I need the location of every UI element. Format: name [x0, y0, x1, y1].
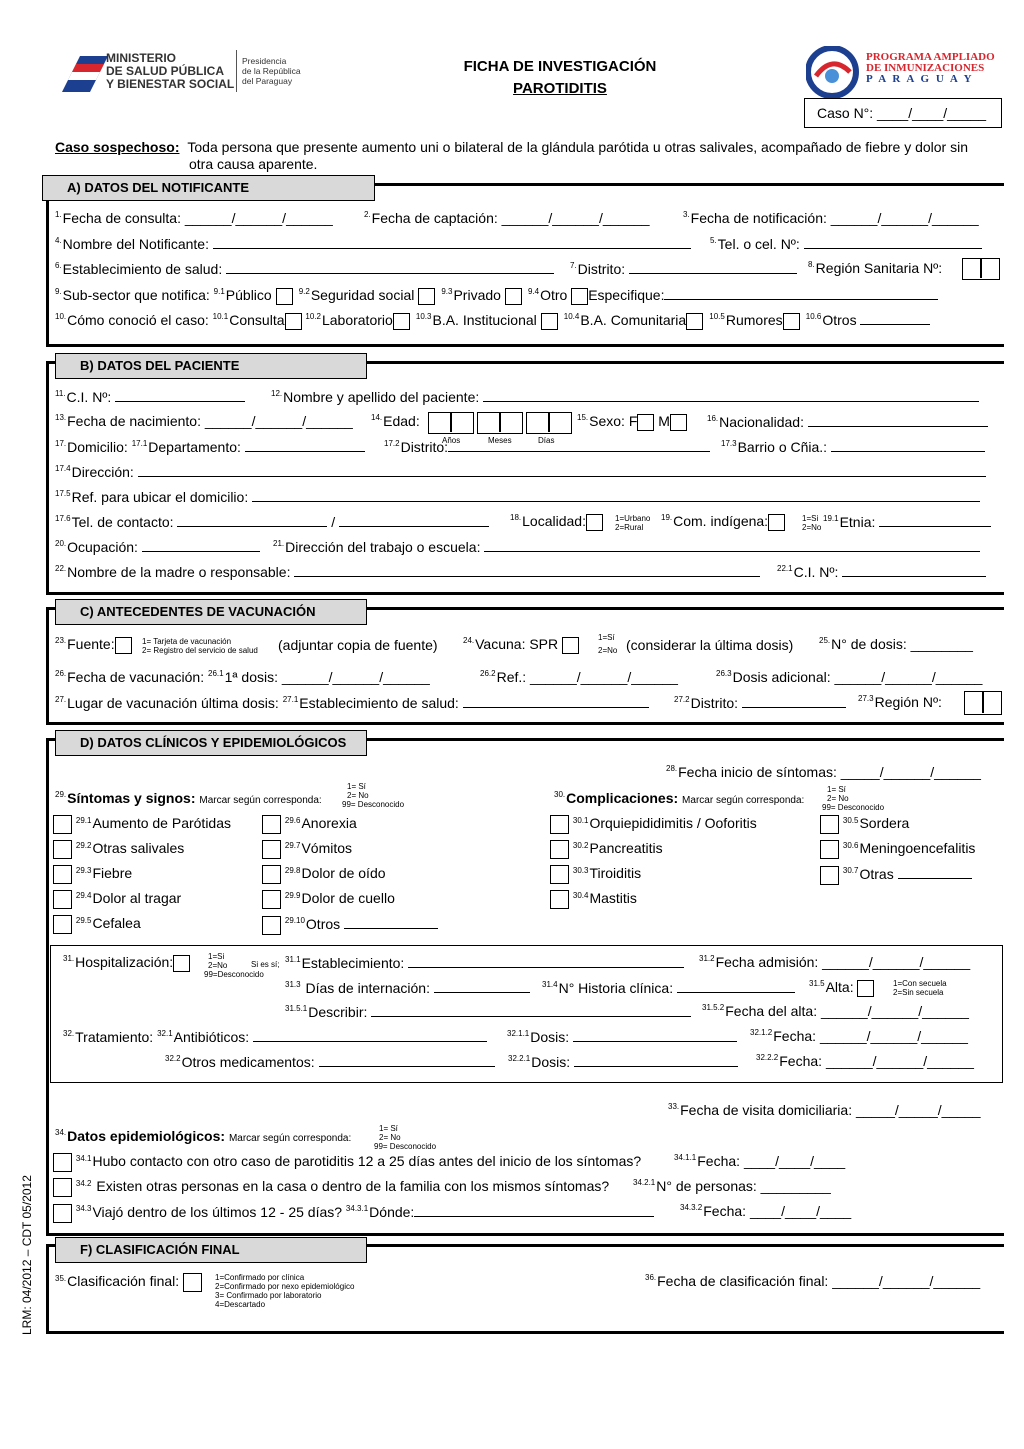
b-district-field[interactable]	[448, 438, 710, 452]
capture-date-field[interactable]: Fecha de captación: ______/______/______	[371, 210, 650, 226]
patient-name-label: Nombre y apellido del paciente:	[283, 389, 480, 405]
contact-case-checkbox[interactable]	[53, 1153, 72, 1172]
health-region-boxes[interactable]	[962, 258, 1000, 280]
form-version-label: LRM: 04/2012 – CDT 05/2012	[20, 1175, 34, 1335]
complication-checkbox[interactable]	[550, 890, 569, 909]
travel-date-field[interactable]: Fecha: ____/____/____	[703, 1203, 852, 1219]
symptom-onset-field[interactable]: Fecha inicio de síntomas: _____/______/______	[678, 764, 981, 780]
first-dose-field[interactable]: 1ª dosis: ______/______/______	[224, 669, 430, 685]
indigenous-opt-2: 2=No	[802, 523, 822, 532]
mother-name-field[interactable]	[294, 563, 760, 577]
ministry-line-2: DE SALUD PÚBLICA	[106, 64, 225, 78]
sex-male-label: M	[658, 413, 670, 429]
rumors-label: Rumores	[725, 312, 783, 328]
home-visit-date-field[interactable]: Fecha de visita domiciliaria: _____/_____/_____	[680, 1102, 981, 1118]
contact-date-field[interactable]: Fecha: ____/____/____	[697, 1153, 846, 1169]
vaccination-place-label: Lugar de vacunación última dosis:	[67, 695, 279, 711]
district-label: Distrito:	[577, 261, 626, 277]
dose-count-field[interactable]: N° de dosis: ________	[831, 636, 973, 652]
complication-checkbox[interactable]	[820, 815, 839, 834]
discharge-checkbox[interactable]	[857, 980, 874, 997]
mother-ci-field[interactable]	[842, 563, 986, 577]
section-b-title: B) DATOS DEL PACIENTE	[55, 353, 367, 379]
travel-where-label: Dónde:	[369, 1204, 415, 1220]
others-field[interactable]	[860, 311, 930, 325]
section-f-title: F) CLASIFICACIÓN FINAL	[55, 1237, 367, 1263]
indigenous-checkbox[interactable]	[768, 514, 785, 531]
other-meds-dose-field[interactable]	[574, 1053, 738, 1067]
epi-opt-2: 2= No	[379, 1133, 401, 1142]
symptom-number: 29.7	[284, 840, 301, 850]
age-months-label: Meses	[488, 436, 512, 445]
neighborhood-field[interactable]	[831, 438, 985, 452]
other-label: Otro	[540, 287, 568, 303]
other-meds-date-field[interactable]: Fecha: ______/______/______	[779, 1053, 974, 1069]
final-classification-label: Clasificación final:	[67, 1273, 180, 1290]
consultation-date-field[interactable]: Fecha de consulta: ______/______/______	[62, 210, 333, 226]
ref-dose-field[interactable]: Ref.: ______/______/______	[496, 669, 678, 685]
patient-name-field[interactable]	[483, 388, 979, 402]
sym-opt-2: 2= No	[347, 791, 369, 800]
complication-checkbox[interactable]	[550, 840, 569, 859]
symptom-anorexia-label: Anorexia	[301, 815, 357, 832]
complication-checkbox[interactable]	[550, 815, 569, 834]
class-opt-1: 1=Confirmado por clínica	[215, 1273, 305, 1282]
other-meds-field[interactable]	[319, 1053, 495, 1067]
hosp-if-yes: Si es sí;	[251, 960, 280, 969]
symptom-number: 29.10	[284, 916, 305, 926]
comp-pancreatitis-label: Pancreatitis	[589, 840, 663, 857]
symptom-checkbox[interactable]	[53, 890, 72, 909]
symptom-checkbox[interactable]	[262, 916, 281, 935]
contact-phone-field-1[interactable]	[177, 513, 327, 527]
antibiotics-date-field[interactable]: Fecha: ______/______/______	[773, 1028, 968, 1044]
how-known-label: Cómo conoció el caso:	[67, 312, 209, 328]
establishment-field[interactable]	[226, 260, 554, 274]
symptoms-mark-note: Marcar según corresponda:	[199, 795, 322, 806]
complications-label: Complicaciones:	[566, 790, 679, 806]
symptom-number: 29.3	[75, 865, 92, 875]
notification-date-field[interactable]: Fecha de notificación: ______/______/______	[690, 210, 979, 226]
department-field[interactable]	[245, 438, 365, 452]
private-checkbox[interactable]	[505, 288, 522, 305]
describe-label: Describir:	[308, 1004, 368, 1020]
suspect-case-text: Toda persona que presente aumento uni o bilateral de la glándula parótida u otras salivales, acompañado de fiebre y dolor sin	[187, 139, 968, 155]
symptom-others-field[interactable]	[344, 915, 438, 929]
ministry-line-3: Y BIENESTAR SOCIAL	[106, 77, 235, 91]
source-label: Fuente:	[67, 636, 115, 652]
hosp-opt-1: 1=Si	[208, 952, 225, 961]
health-region-label: Región Sanitaria Nº:	[815, 260, 943, 276]
complication-number: 30.6	[842, 840, 859, 850]
vacc-establishment-field[interactable]	[463, 694, 649, 708]
epi-opt-99: 99= Desconocido	[374, 1142, 437, 1151]
complication-checkbox[interactable]	[820, 840, 839, 859]
symptom-number: 29.5	[75, 915, 92, 925]
hosp-days-field[interactable]	[434, 979, 530, 993]
hosp-establishment-label: Establecimiento:	[301, 955, 405, 971]
discharge-opt-1: 1=Con secuela	[893, 979, 947, 988]
ba-institutional-label: B.A. Institucional	[432, 312, 537, 328]
locality-label: Localidad:	[522, 513, 586, 529]
class-opt-4: 4=Descartado	[215, 1300, 266, 1309]
complication-number: 30.5	[842, 815, 859, 825]
ba-community-label: B.A. Comunitaria	[580, 312, 687, 328]
household-count-field[interactable]: N° de personas: _________	[656, 1178, 831, 1194]
ba-institutional-checkbox[interactable]	[541, 313, 558, 330]
district-field[interactable]	[629, 260, 797, 274]
symptom-swallow-pain-label: Dolor al tragar	[92, 890, 182, 907]
presidency-line-2: de la República	[242, 66, 301, 76]
hosp-opt-99: 99=Desconocido	[204, 970, 264, 979]
hospitalization-checkbox[interactable]	[173, 955, 190, 972]
symptoms-label: Síntomas y signos:	[67, 790, 196, 806]
symptom-fever-label: Fiebre	[92, 865, 133, 882]
complication-checkbox[interactable]	[550, 865, 569, 884]
mother-ci-label: C.I. Nº:	[793, 564, 839, 580]
department-label: Departamento:	[148, 439, 241, 455]
comp-thyroiditis-label: Tiroiditis	[589, 865, 642, 882]
epidemiological-label: Datos epidemiológicos:	[67, 1128, 226, 1144]
ci-field[interactable]	[115, 388, 245, 402]
age-months-box[interactable]	[477, 412, 523, 434]
household-cases-checkbox[interactable]	[53, 1178, 72, 1197]
comp-others-label: Otras	[859, 866, 894, 882]
symptom-neck-pain-label: Dolor de cuello	[301, 890, 395, 907]
discharge-label: Alta:	[825, 979, 854, 995]
comp-opt-2: 2= No	[827, 794, 849, 803]
ethnicity-field[interactable]	[879, 513, 991, 527]
reference-label: Ref. para ubicar el domicilio:	[71, 489, 249, 505]
symptom-checkbox[interactable]	[53, 815, 72, 834]
notifier-name-field[interactable]	[213, 235, 691, 249]
comp-opt-1: 1= Sí	[827, 785, 846, 794]
consult-checkbox[interactable]	[285, 313, 302, 330]
suspect-case-text-2: otra causa aparente.	[189, 156, 318, 172]
classification-date-field[interactable]: Fecha de clasificación final: ______/______/______	[657, 1273, 981, 1289]
private-label: Privado	[453, 287, 501, 303]
symptom-checkbox[interactable]	[262, 890, 281, 909]
age-years-box[interactable]	[428, 412, 474, 434]
treatment-label: Tratamiento:	[75, 1029, 154, 1045]
hosp-establishment-field[interactable]	[408, 954, 684, 968]
suspect-case-label: Caso sospechoso:	[55, 139, 180, 155]
source-note: (adjuntar copia de fuente)	[278, 637, 438, 653]
neighborhood-label: Barrio o Cñia.:	[737, 439, 828, 455]
complication-checkbox[interactable]	[820, 866, 839, 885]
symptom-number: 29.1	[75, 815, 92, 825]
symptom-number: 29.2	[75, 840, 92, 850]
social-security-checkbox[interactable]	[418, 288, 435, 305]
form-title: FICHA DE INVESTIGACIÓN	[463, 58, 657, 75]
ba-community-checkbox[interactable]	[686, 313, 703, 330]
vaccination-date-label: Fecha de vacunación:	[67, 669, 205, 685]
symptom-checkbox[interactable]	[53, 865, 72, 884]
age-label: Edad:	[383, 413, 420, 429]
comp-others-field[interactable]	[898, 865, 972, 879]
section-c-title: C) ANTECEDENTES DE VACUNACIÓN	[55, 599, 367, 625]
vaccine-opt-1: 1=Sí	[598, 633, 615, 642]
class-opt-3: 3= Confirmado por laboratorio	[215, 1291, 322, 1300]
address-label: Dirección:	[71, 464, 134, 480]
antibiotics-label: Antibióticos:	[173, 1029, 250, 1045]
symptom-others-label: Otros	[305, 916, 341, 932]
other-checkbox[interactable]	[571, 288, 588, 305]
contact-phone-field-2[interactable]	[339, 513, 489, 527]
antibiotics-dose-field[interactable]	[573, 1028, 737, 1042]
symptom-checkbox[interactable]	[262, 815, 281, 834]
comp-meningo-label: Meningoencefalitis	[859, 840, 976, 857]
domicile-label: Domicilio:	[67, 439, 128, 455]
notifier-name-label: Nombre del Notificante:	[62, 236, 209, 252]
establishment-label: Establecimiento de salud:	[62, 261, 223, 277]
contact-case-label: Hubo contacto con otro caso de parotiditis 12 a 25 días antes del inicio de los síntomas?	[92, 1153, 642, 1170]
clinical-history-field[interactable]	[677, 979, 795, 993]
travel-label: Viajó dentro de los últimos 12 - 25 días?	[92, 1204, 343, 1220]
case-number-box[interactable]	[804, 98, 1002, 128]
comp-mastitis-label: Mastitis	[589, 890, 637, 907]
public-checkbox[interactable]	[276, 288, 293, 305]
complication-number: 30.1	[572, 815, 589, 825]
sex-label: Sexo: F	[589, 413, 638, 429]
antibiotics-dose-label: Dosis:	[530, 1029, 570, 1045]
comp-opt-99: 99= Desconocido	[822, 803, 885, 812]
vaccine-note: (considerar la última dosis)	[626, 637, 794, 653]
work-address-field[interactable]	[484, 538, 980, 552]
symptom-other-salivary-label: Otras salivales	[92, 840, 185, 857]
describe-field[interactable]	[371, 1003, 691, 1017]
vaccine-checkbox[interactable]	[562, 637, 579, 654]
vacc-district-field[interactable]	[742, 694, 846, 708]
complication-number: 30.2	[572, 840, 589, 850]
symptom-parotid-label: Aumento de Parótidas	[92, 815, 231, 832]
sym-opt-99: 99= Desconocido	[342, 800, 405, 809]
hosp-days-label: Días de internación:	[305, 980, 430, 996]
program-line-3: P A R A G U A Y	[866, 73, 974, 85]
household-cases-label: Existen otras personas en la casa o dentro de la familia con los mismos síntomas?	[96, 1178, 610, 1195]
presidency-line-1: Presidencia	[242, 56, 287, 66]
pai-emblem-icon	[806, 46, 862, 98]
ci-label: C.I. Nº:	[66, 389, 112, 405]
symptom-checkbox[interactable]	[262, 865, 281, 884]
occupation-field[interactable]	[142, 538, 260, 552]
others-label: Otros	[822, 312, 857, 328]
occupation-label: Ocupación:	[67, 539, 138, 555]
lab-label: Laboratorio	[321, 312, 393, 328]
subsector-label: Sub-sector que notifica:	[62, 287, 210, 303]
symptom-number: 29.6	[284, 815, 301, 825]
discharge-opt-2: 2=Sin secuela	[893, 988, 944, 997]
symptom-number: 29.9	[284, 890, 301, 900]
complication-number: 30.7	[842, 866, 859, 876]
mother-name-label: Nombre de la madre o responsable:	[67, 564, 291, 580]
vacc-district-label: Distrito:	[690, 695, 739, 711]
epi-opt-1: 1= Sí	[379, 1124, 398, 1133]
contact-phone-label: Tel. de contacto:	[71, 514, 174, 530]
vaccine-opt-2: 2=No	[598, 646, 618, 655]
specify-field[interactable]	[664, 286, 938, 300]
complication-number: 30.4	[572, 890, 589, 900]
case-number-label: Caso N°: ____/____/_____	[817, 105, 987, 121]
lab-checkbox[interactable]	[393, 313, 410, 330]
address-field[interactable]	[138, 463, 986, 477]
additional-dose-field[interactable]: Dosis adicional: ______/______/______	[732, 669, 983, 685]
other-meds-dose-label: Dosis:	[531, 1054, 571, 1070]
rumors-checkbox[interactable]	[783, 313, 800, 330]
comp-orchitis-label: Orquiepididimitis / Ooforitis	[589, 815, 757, 832]
hosp-opt-2: 2=No	[208, 961, 228, 970]
birth-date-field[interactable]: Fecha de nacimiento: ______/______/______	[67, 413, 353, 429]
section-d-title: D) DATOS CLÍNICOS Y EPIDEMIOLÓGICOS	[55, 730, 367, 756]
section-a-title: A) DATOS DEL NOTIFICANTE	[42, 175, 375, 201]
epi-mark-note: Marcar según corresponda:	[228, 1133, 352, 1144]
travel-where-field[interactable]	[414, 1203, 654, 1217]
locality-opt-1: 1=Urbano	[615, 514, 651, 523]
specify-label: Especifique:	[588, 287, 665, 303]
age-years-label: Años	[442, 436, 461, 445]
vaccine-label: Vacuna: SPR	[475, 636, 559, 652]
comp-deafness-label: Sordera	[859, 815, 910, 832]
source-checkbox[interactable]	[115, 637, 132, 654]
symptom-checkbox[interactable]	[53, 840, 72, 859]
indigenous-label: Com. indígena:	[673, 513, 769, 529]
symptom-checkbox[interactable]	[53, 915, 72, 934]
sym-opt-1: 1= Sí	[347, 782, 366, 791]
nationality-field[interactable]	[808, 413, 988, 427]
age-days-label: Días	[538, 436, 555, 445]
symptom-checkbox[interactable]	[262, 840, 281, 859]
source-opt-2: 2= Registro del servicio de salud	[142, 646, 258, 655]
form-subtitle: PAROTIDITIS	[513, 80, 607, 97]
travel-checkbox[interactable]	[53, 1204, 72, 1223]
sex-male-checkbox[interactable]	[670, 414, 687, 431]
final-classification-checkbox[interactable]	[183, 1273, 202, 1292]
presidency-line-3: del Paraguay	[242, 76, 293, 86]
b-district-label: Distrito:	[400, 439, 449, 455]
vacc-establishment-label: Establecimiento de salud:	[299, 695, 459, 711]
vacc-region-boxes[interactable]	[964, 691, 1002, 715]
pai-logo	[806, 46, 1006, 100]
vacc-region-label: Región Nº:	[874, 694, 942, 710]
reference-field[interactable]	[252, 488, 980, 502]
complications-mark-note: Marcar según corresponda:	[682, 795, 805, 806]
source-opt-1: 1= Tarjeta de vacunación	[142, 637, 232, 646]
symptom-vomiting-label: Vómitos	[301, 840, 353, 857]
symptom-headache-label: Cefalea	[92, 915, 141, 932]
antibiotics-field[interactable]	[253, 1028, 487, 1042]
program-line-2: DE INMUNIZACIONES	[866, 62, 985, 74]
work-address-label: Dirección del trabajo o escuela:	[285, 539, 481, 555]
symptom-number: 29.8	[284, 865, 301, 875]
sex-female-checkbox[interactable]	[637, 414, 654, 431]
nationality-label: Nacionalidad:	[719, 414, 804, 430]
locality-opt-2: 2=Rural	[615, 523, 644, 532]
ministry-logo	[60, 50, 310, 98]
public-label: Público	[225, 287, 272, 303]
other-meds-label: Otros medicamentos:	[181, 1054, 315, 1070]
symptom-number: 29.4	[75, 890, 92, 900]
program-line-1: PROGRAMA AMPLIADO	[866, 51, 995, 63]
symptom-earache-label: Dolor de oído	[301, 865, 386, 882]
consult-label: Consulta	[229, 312, 285, 328]
ministry-line-1: MINISTERIO	[106, 51, 177, 65]
locality-checkbox[interactable]	[586, 514, 603, 531]
admission-date-field[interactable]: Fecha admisión: ______/______/______	[715, 954, 971, 970]
paraguay-flag-icon	[60, 52, 110, 96]
phone-field[interactable]	[804, 235, 982, 249]
ethnicity-label: Etnia:	[839, 514, 876, 530]
hospitalization-label: Hospitalización:	[75, 954, 174, 970]
indigenous-opt-1: 1=Si	[802, 514, 819, 523]
class-opt-2: 2=Confirmado por nexo epidemiológico	[215, 1282, 355, 1291]
discharge-date-field[interactable]: Fecha del alta: ______/______/______	[725, 1003, 969, 1019]
social-security-label: Seguridad social	[310, 287, 415, 303]
complication-number: 30.3	[572, 865, 589, 875]
age-days-box[interactable]	[526, 412, 572, 434]
clinical-history-label: N° Historia clínica:	[558, 980, 674, 996]
phone-label: Tel. o cel. Nº:	[717, 236, 800, 252]
